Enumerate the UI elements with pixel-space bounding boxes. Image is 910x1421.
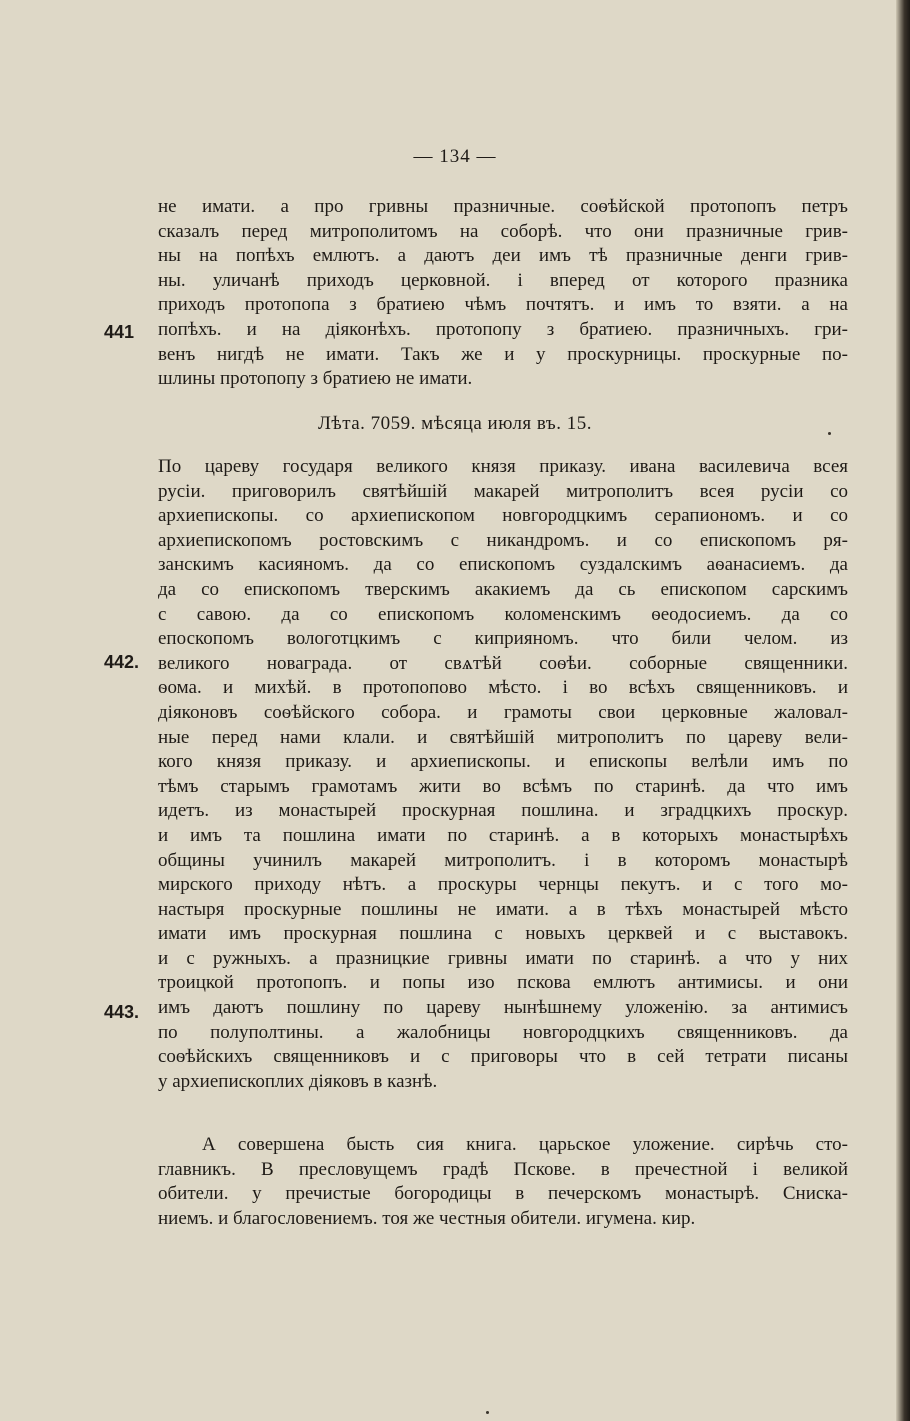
text-line: приходъ протопопа з братиею чѣмъ почтятъ. и имъ то взяти. а на xyxy=(158,294,848,316)
text-line: попѣхъ. и на діяконѣхъ. протопопу з братиею. празничныхъ. гри- xyxy=(158,318,848,340)
paragraph-3 xyxy=(158,1133,848,1231)
text-line: шлины протопопу з братиею не имати. xyxy=(158,368,473,390)
text-line: ны. уличанѣ приходъ церковной. і вперед от которого празника xyxy=(158,269,848,291)
text-line: имати имъ проскурная пошлина с новыхъ церквей и с выставокъ. xyxy=(158,923,848,945)
text-line: А совершена бысть сия книга. царьское уложение. сирѣчь сто- xyxy=(202,1134,848,1155)
text-line: По цареву государя великого князя приказу. ивана василевича всея xyxy=(158,456,848,477)
text-line: архиепископы. со архиепископом новгородцкимъ серапиономъ. и со xyxy=(158,505,848,527)
text-line: кого князя приказу. и архиепископы. и епископы велѣли имъ по xyxy=(158,751,848,773)
text-line: имъ даютъ пошлину по цареву нынѣшнему уложенію. за антимисъ xyxy=(158,997,848,1019)
text-line: общины учинилъ макарей митрополитъ. і в которомъ монастырѣ xyxy=(158,849,848,871)
text-line: сказалъ перед митрополитомъ на соборѣ. что они празничные грив- xyxy=(158,220,848,242)
margin-number-443: 443. xyxy=(104,1002,140,1022)
text-line: и с ружныхъ. а празницкие гривны имати по старинѣ. а что у них xyxy=(158,947,848,969)
text-line: епоскопомъ вологотцкимъ с киприяномъ. что били челом. из xyxy=(158,628,848,650)
text-line: мирского приходу нѣтъ. а проскуры чернцы пекутъ. и с того мо- xyxy=(158,874,848,896)
page-number: — 134 — xyxy=(413,146,497,167)
text-line: главникъ. В пресловущемъ градѣ Пскове. в пречестной і великой xyxy=(158,1158,848,1180)
text-line: занскимъ касияномъ. да со епископомъ суздалскимъ аѳанасиемъ. да xyxy=(158,554,848,576)
ink-speck xyxy=(828,432,831,435)
text-line: да со епископомъ тверскимъ акакиемъ да сь епископом сарскимъ xyxy=(158,578,848,600)
date-heading: Лѣта. 7059. мѣсяца июля въ. 15. xyxy=(318,413,592,434)
text-line: и имъ та пошлина имати по старинѣ. а в которыхъ монастырѣхъ xyxy=(158,824,848,846)
text-line: соѳѣйскихъ священниковъ и с приговоры что в сей тетрати писаны xyxy=(158,1046,848,1068)
text-line: діяконовъ соѳѣйского собора. и грамоты свои церковные жаловал- xyxy=(158,701,848,723)
text-line: ѳома. и михѣй. в протопопово мѣсто. і во всѣхъ священниковъ. и xyxy=(158,677,848,699)
text-line: архиепископомъ ростовскимъ с никандромъ. и со епископомъ ря- xyxy=(158,529,848,551)
text-line: у архиепископлих діяковъ в казнѣ. xyxy=(158,1070,438,1092)
paragraph-2 xyxy=(158,455,848,1094)
text-line: троицкой протопопъ. и попы изо пскова емлютъ антимисы. и они xyxy=(158,972,848,994)
page-edge-shadow xyxy=(896,0,910,1421)
text-line: тѣмъ старымъ грамотамъ жити во всѣмъ по старинѣ. да что имъ xyxy=(158,775,848,797)
text-line: венъ нигдѣ не имати. Такъ же и у проскурницы. проскурные по- xyxy=(158,343,848,365)
text-line: ные перед нами клали. и святѣйшій митрополитъ по цареву вели- xyxy=(158,726,848,748)
margin-number-442: 442. xyxy=(104,652,140,672)
text-line: не имати. а про гривны празничные. соѳѣйской протопопъ петръ xyxy=(158,196,848,217)
paragraph-1 xyxy=(158,195,848,392)
text-line: ниемъ. и благословениемъ. тоя же честныя обители. игумена. кир. xyxy=(158,1207,696,1229)
text-line: с савою. да со епископомъ коломенскимъ ѳеодосиемъ. да со xyxy=(158,603,848,625)
text-line: русіи. приговорилъ святѣйшій макарей митрополитъ всея русіи со xyxy=(158,480,848,502)
text-line: ны на попѣхъ емлютъ. а даютъ деи имъ тѣ празничные денги грив- xyxy=(158,245,848,267)
margin-number-441: 441 xyxy=(104,322,135,342)
ink-speck xyxy=(486,1411,489,1414)
text-line: обители. у пречистые богородицы в печерскомъ монастырѣ. Сниска- xyxy=(158,1183,848,1205)
text-line: великого новаграда. от свѧтѣй соѳѣи. соборные священники. xyxy=(158,652,848,674)
text-line: настыря проскурные пошлины не имати. а в тѣхъ монастырей мѣсто xyxy=(158,898,848,920)
text-line: по полуполтины. а жалобницы новгородцкихъ священниковъ. да xyxy=(158,1021,848,1043)
text-line: идетъ. из монастырей проскурная пошлина. и зградцкихъ проскур. xyxy=(158,800,848,822)
